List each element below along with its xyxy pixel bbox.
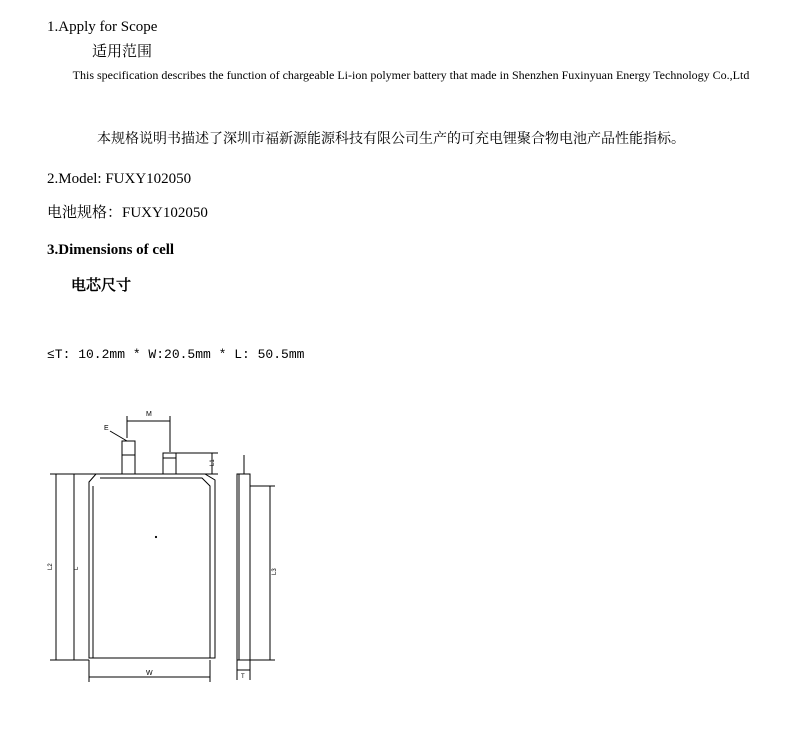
tab-left [122,441,135,474]
label-w: W [146,670,153,677]
dimensions-spec: ≤T: 10.2mm * W:20.5mm * L: 50.5mm [47,347,305,362]
label-l: L [74,566,80,570]
section-3-title-cn: 电芯尺寸 [71,278,132,294]
label-e: E [104,425,109,432]
dimension-l [74,474,80,660]
cell-body-side [237,455,250,660]
dimension-l2 [48,474,89,660]
label-l3: L3 [272,568,278,575]
model-line: 2.Model: FUXY102050 [47,171,192,187]
dimension-e [104,425,127,441]
tab-right [163,453,176,474]
label-l2: L2 [48,563,54,570]
dimension-l1 [176,453,218,474]
section-1-title: 1.Apply for Scope [47,19,158,35]
dimension-l3 [250,486,278,660]
label-t: T [241,674,245,680]
label-l1: L1 [210,459,216,466]
label-m: M [146,411,152,418]
model-line-cn: 电池规格：FUXY102050 [47,205,208,221]
scope-description: This specification describes the function of chargeable Li-ion polymer battery that made in Shenzhen Fuxinyuan Energy Technology Co.,Ltd [72,68,750,82]
dimension-w [89,660,210,682]
scope-description-cn: 本规格说明书描述了深圳市福新源能源科技有限公司生产的可充电锂聚合物电池产品性能指标。 [97,132,685,147]
dimension-t [237,660,250,680]
section-3-title: 3.Dimensions of cell [47,242,175,258]
section-1-subtitle-cn: 适用范围 [92,44,153,60]
cell-body-front [89,474,215,658]
dimension-m [127,411,170,452]
